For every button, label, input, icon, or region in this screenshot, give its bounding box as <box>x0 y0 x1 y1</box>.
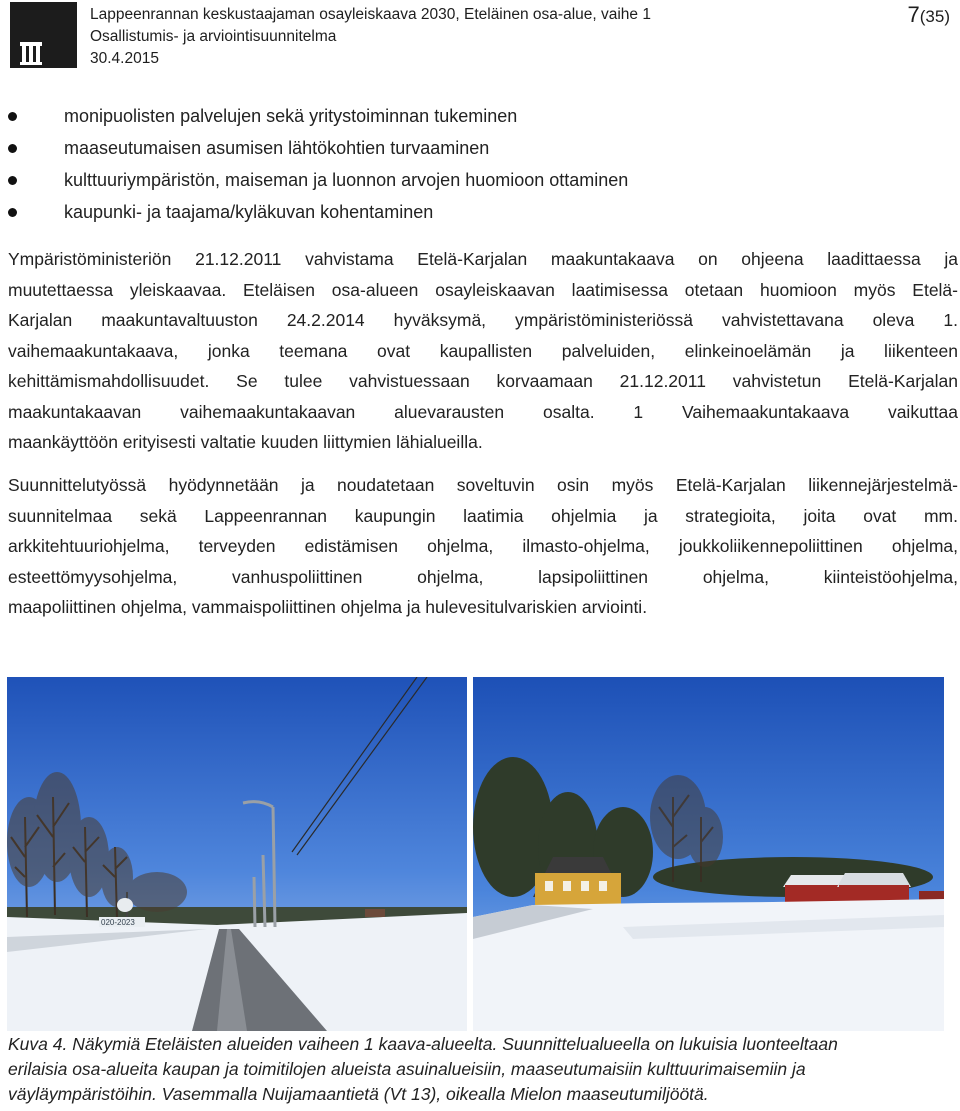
page-number-current: 7 <box>907 2 920 27</box>
text-line: maakuntakaavan vaihemaakuntakaavan aluevarausten osalta. 1 Vaihemaakuntakaava vaikuttaa <box>8 401 958 422</box>
document-subtitle: Osallistumis- ja arviointisuunnitelma <box>90 28 337 45</box>
text-line: Ympäristöministeriön 21.12.2011 vahvistama Etelä-Karjalan maakuntakaava on ohjeena laadittaessa ja <box>8 249 958 269</box>
text-line: Karjalan maakuntavaltuuston 24.2.2014 hyväksymä, ympäristöministeriössä vahvistettavana oleva 1. <box>8 310 958 330</box>
list-item <box>0 164 628 196</box>
caption-line: väyläympäristöihin. Vasemmalla Nuijamaantietä (Vt 13), oikealla Mielon maaseutumiljöötä. <box>8 1084 709 1104</box>
text-line: vaihemaakuntakaava, jonka teemana ovat kaupallisten palveluiden, elinkeinoelämän ja liikenteen <box>8 340 958 361</box>
bullet-icon <box>8 112 17 121</box>
document-title: Lappeenrannan keskustaajaman osayleiskaava 2030, Eteläinen osa-alue, vaihe 1 <box>90 6 651 23</box>
bullet-text: kaupunki- ja taajama/kyläkuvan kohentaminen <box>64 202 434 222</box>
caption-line: erilaisia osa-alueita kaupan ja toimitilojen alueista asuinalueisiin, maaseutumaisiin kulttuurimaisemiin ja <box>8 1059 806 1079</box>
text-line: Suunnittelutyössä hyödynnetään ja noudatetaan soveltuvin osin myös Etelä-Karjalan liikennejärjestelmä- <box>8 475 958 495</box>
text-line: arkkitehtuuriohjelma, terveyden edistämisen ohjelma, ilmasto-ohjelma, joukkoliikennepoliittinen ohjelma, <box>8 536 958 556</box>
text-line: suunnitelmaa sekä Lappeenrannan kaupungin laatimia ohjelmia ja strategioita, joita ovat mm. <box>8 505 958 526</box>
bullet-icon <box>8 144 17 153</box>
figure-caption <box>8 1032 958 1107</box>
page-number-total: (35) <box>919 7 950 26</box>
bullet-icon <box>8 208 17 217</box>
bullet-icon <box>8 176 17 185</box>
bullet-text: maaseutumaisen asumisen lähtökohtien turvaaminen <box>64 138 490 158</box>
photo-road-nuijamaantie <box>7 677 467 1031</box>
page-header <box>0 0 960 70</box>
caption-line: Kuva 4. Näkymiä Eteläisten alueiden vaiheen 1 kaava-alueelta. Suunnittelualueella on lukuisia luonteeltaan <box>8 1034 838 1054</box>
bullet-text: monipuolisten palvelujen sekä yritystoiminnan tukeminen <box>64 106 518 126</box>
text-line: esteettömyysohjelma, vanhuspoliittinen ohjelma, lapsipoliittinen ohjelma, kiinteistöohjelma, <box>8 566 958 587</box>
list-item <box>0 196 628 228</box>
bullet-text: kulttuuriympäristön, maiseman ja luonnon arvojen huomioon ottaminen <box>64 170 629 190</box>
photo-mielo-countryside <box>473 677 944 1031</box>
page-number <box>908 2 950 28</box>
road-sign-text: 020-2023 <box>101 918 135 927</box>
text-line: maankäyttöön erityisesti valtatie kuuden liittymien lähialueilla. <box>8 432 483 452</box>
text-line: maapoliittinen ohjelma, vammaispoliittinen ohjelma ja hulevesitulvariskien arviointi. <box>8 597 648 617</box>
paragraph-programs <box>8 470 958 623</box>
text-line: muutettaessa yleiskaavaa. Eteläisen osa-alueen osayleiskaavan laatimisessa otetaan huomioon myös Etelä- <box>8 279 958 300</box>
list-item <box>0 132 628 164</box>
paragraph-regional-plan <box>8 244 958 458</box>
text-line: kehittämismahdollisuudet. Se tulee vahvistuessaan korvaamaan 21.12.2011 vahvistetun Etelä-Karjalan <box>8 371 958 391</box>
goal-bullet-list <box>0 100 628 228</box>
document-date: 30.4.2015 <box>90 50 159 67</box>
list-item <box>0 100 628 132</box>
city-logo <box>10 2 77 68</box>
